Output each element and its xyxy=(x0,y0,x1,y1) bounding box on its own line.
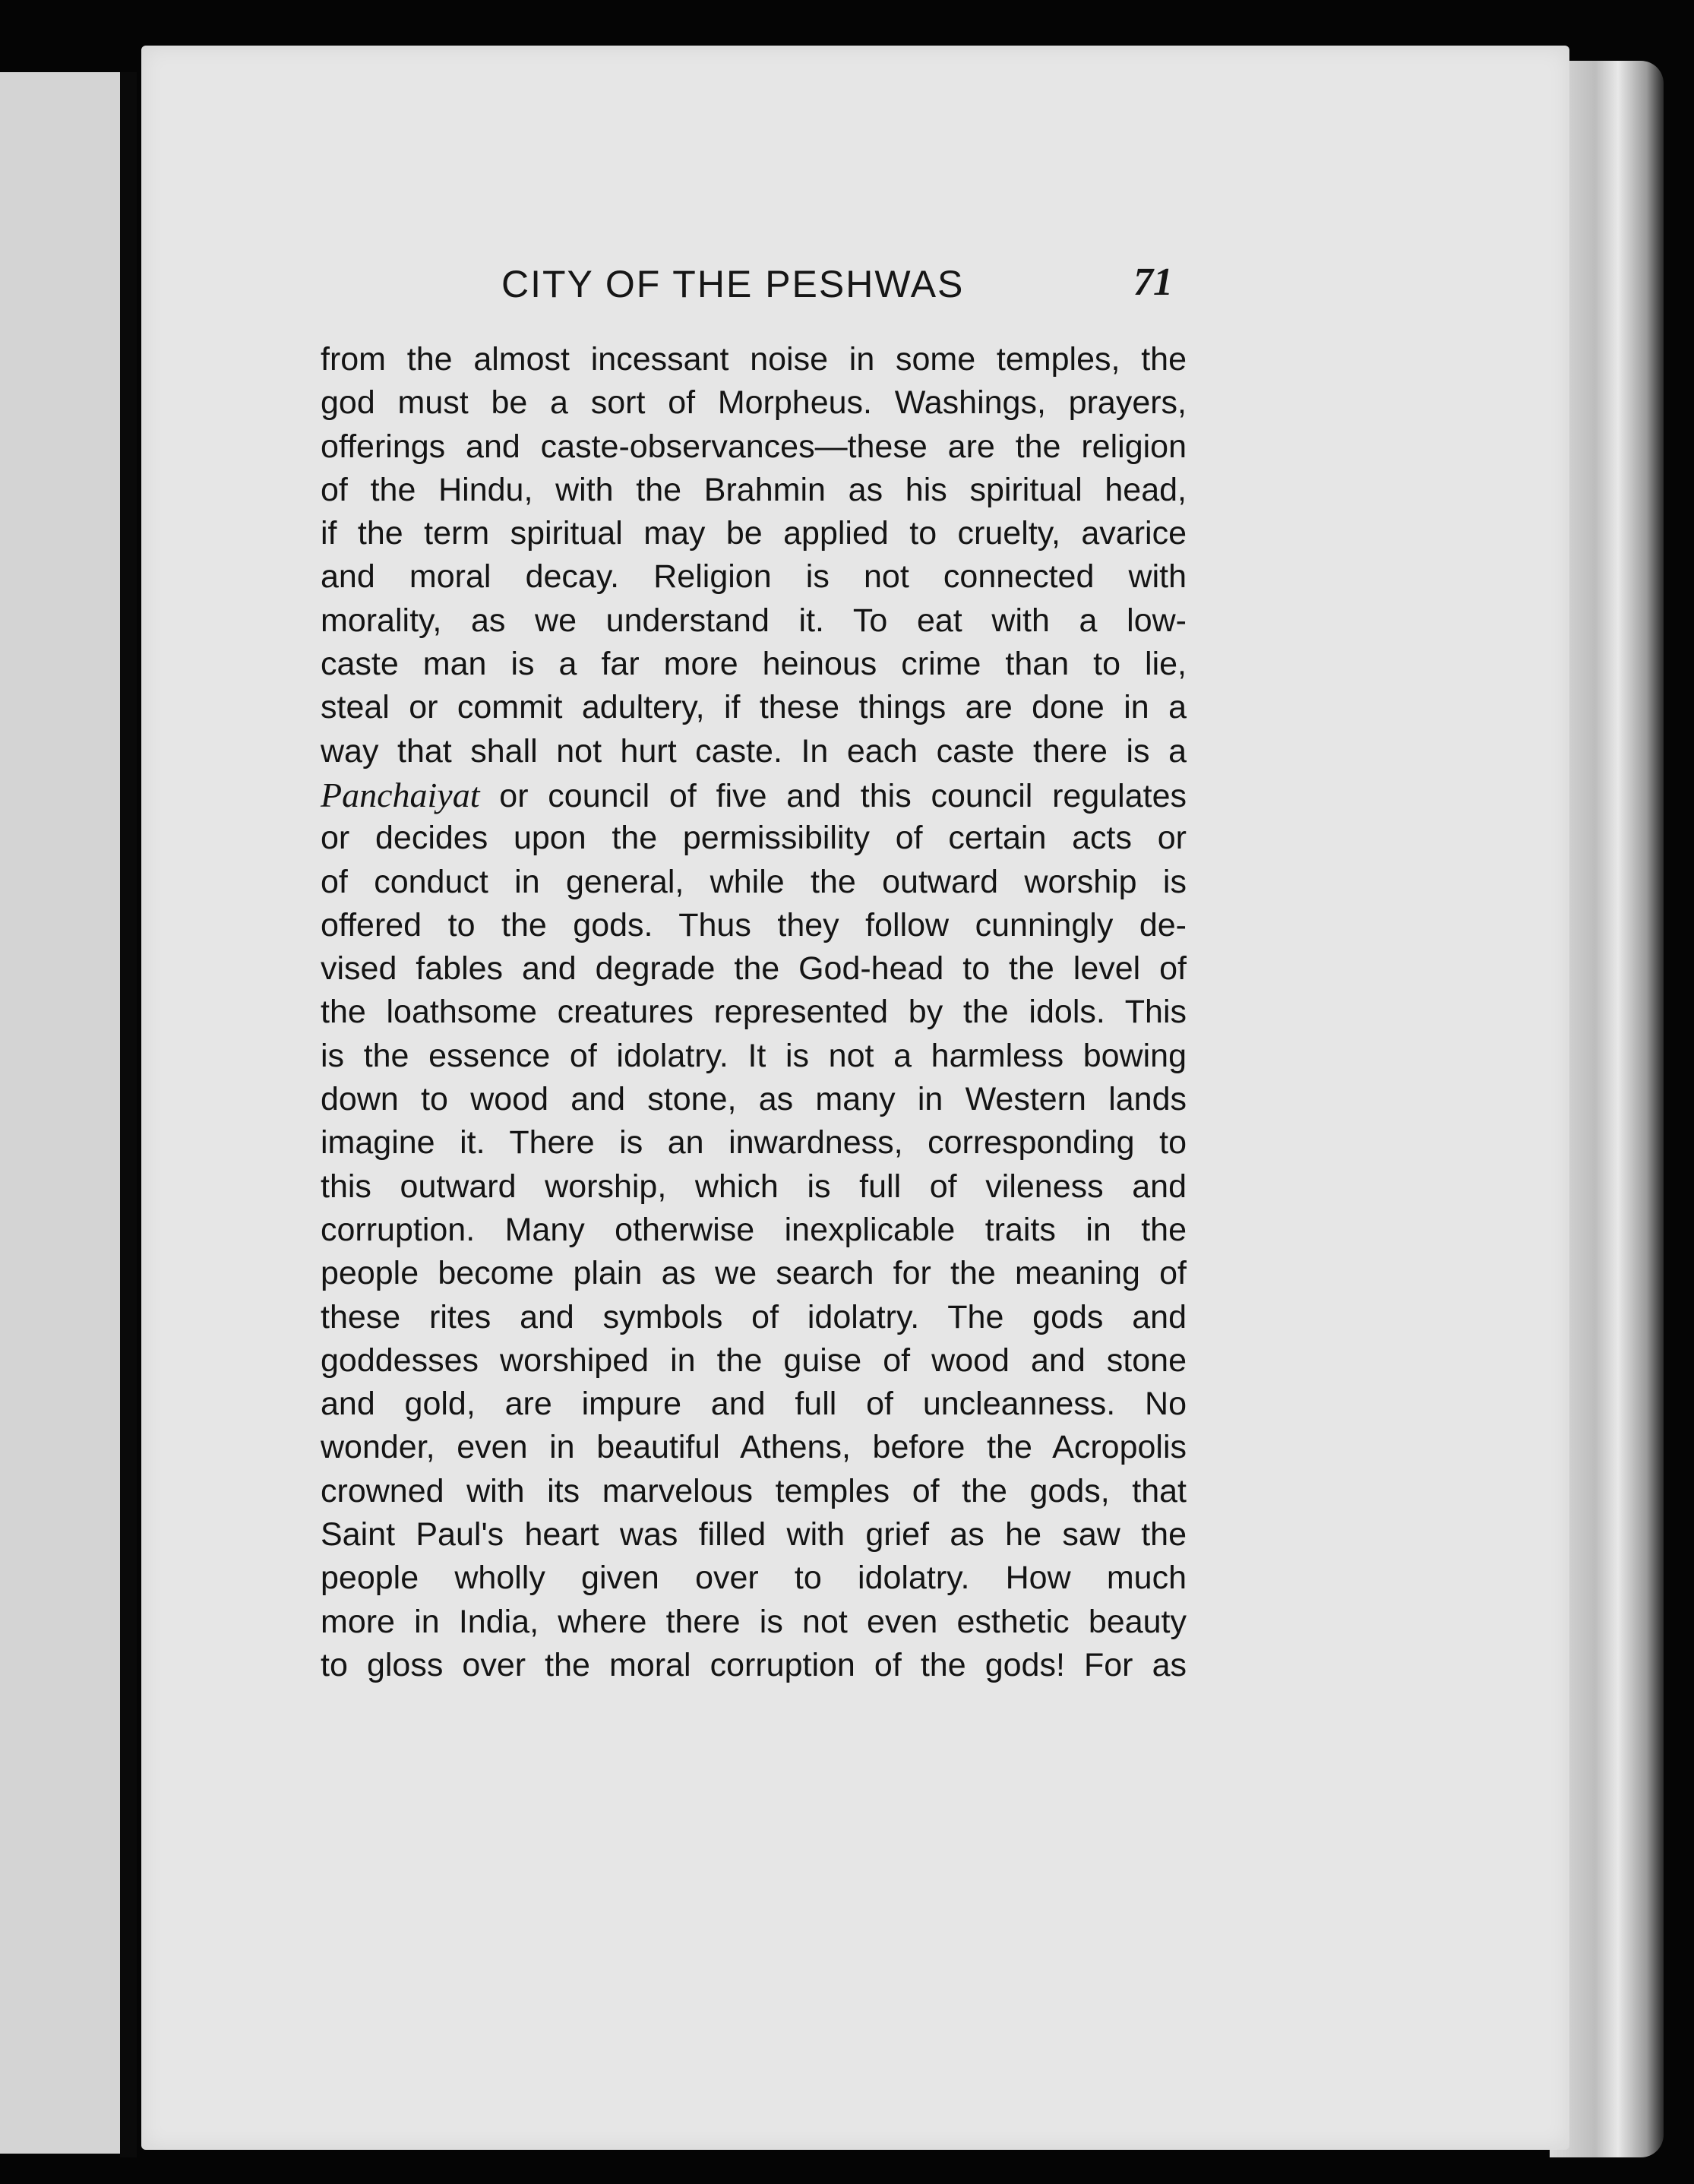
facing-page-edge xyxy=(0,72,135,2154)
text-line-panchaiyat xyxy=(321,773,1187,817)
text-line: caste man is a far more heinous crime than to lie, xyxy=(321,646,1187,683)
book-binding xyxy=(120,72,137,2157)
text-line: vised fables and degrade the God-head to the level of xyxy=(321,950,1187,988)
text-line: corruption. Many otherwise inexplicable traits in the xyxy=(321,1211,1187,1248)
text-line: wonder, even in beautiful Athens, before the Acropolis xyxy=(321,1429,1187,1466)
text-line: these rites and symbols of idolatry. The gods and xyxy=(321,1298,1187,1335)
text-line: offered to the gods. Thus they follow cunningly de- xyxy=(321,906,1187,943)
body-text xyxy=(321,338,1187,1687)
text-line: if the term spiritual may be applied to cruelty, avarice xyxy=(321,515,1187,552)
text-line: of conduct in general, while the outward worship is xyxy=(321,863,1187,900)
text-line: and gold, are impure and full of uncleanness. No xyxy=(321,1386,1187,1423)
text-line: and moral decay. Religion is not connected with xyxy=(321,558,1187,596)
text-line: more in India, where there is not even esthetic beauty xyxy=(321,1603,1187,1640)
text-line: offerings and caste-observances—these are the religion xyxy=(321,428,1187,465)
text-line: from the almost incessant noise in some temples, the xyxy=(321,341,1187,378)
text-line: the loathsome creatures represented by the idols. This xyxy=(321,994,1187,1031)
text-line: or decides upon the permissibility of certain acts or xyxy=(321,820,1187,857)
text-line: goddesses worshiped in the guise of wood and stone xyxy=(321,1342,1187,1379)
text-line: this outward worship, which is full of vileness and xyxy=(321,1168,1187,1205)
text-line: crowned with its marvelous temples of the gods, that xyxy=(321,1472,1187,1509)
text-line: of the Hindu, with the Brahmin as his spiritual head, xyxy=(321,471,1187,508)
text-line: to gloss over the moral corruption of the gods! For as xyxy=(321,1646,1187,1683)
text-line: down to wood and stone, as many in Western lands xyxy=(321,1081,1187,1118)
page-number: 71 xyxy=(1133,261,1173,304)
text-line: people wholly given over to idolatry. How much xyxy=(321,1560,1187,1597)
text-line-rest: or council of five and this council regulates xyxy=(499,777,1187,814)
text-line: steal or commit adultery, if these things are done in a xyxy=(321,689,1187,726)
text-line: god must be a sort of Morpheus. Washings, prayers, xyxy=(321,384,1187,422)
text-line: people become plain as we search for the meaning of xyxy=(321,1255,1187,1292)
text-line: morality, as we understand it. To eat with a low- xyxy=(321,602,1187,639)
text-line: Saint Paul's heart was filled with grief as he saw the xyxy=(321,1516,1187,1553)
text-line: is the essence of idolatry. It is not a harmless bowing xyxy=(321,1037,1187,1074)
text-line: imagine it. There is an inwardness, corresponding to xyxy=(321,1124,1187,1162)
text-line: way that shall not hurt caste. In each caste there is a xyxy=(321,732,1187,770)
running-head: CITY OF THE PESHWAS xyxy=(501,263,965,305)
italic-term: Panchaiyat xyxy=(321,775,480,814)
